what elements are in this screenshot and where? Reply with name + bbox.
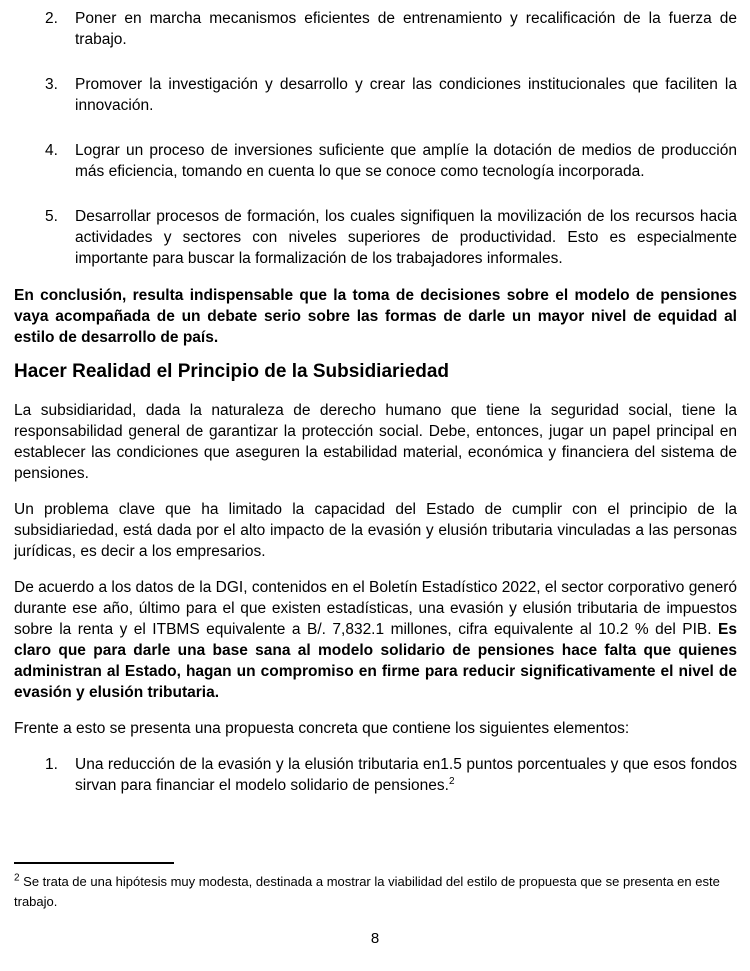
list-item-text: Promover la investigación y desarrollo y crear las condiciones institucionales que faciliten la innovación.	[75, 76, 737, 114]
paragraph-subsidiaridad: La subsidiaridad, dada la naturaleza de derecho humano que tiene la seguridad social, tiene la responsabilidad general de garantizar la protección social. Debe, entonces, jugar un papel principal en establecer las condiciones que aseguren la estabilidad material, económica y financiera del sistema de pensiones.	[14, 402, 737, 482]
page-number: 8	[370, 930, 380, 947]
list-item-text: Poner en marcha mecanismos eficientes de entrenamiento y recalificación de la fuerza de trabajo.	[75, 10, 737, 48]
list-item-1	[45, 754, 737, 796]
list-number: 3.	[45, 76, 58, 93]
list-number: 1.	[45, 756, 58, 773]
paragraph-frente: Frente a esto se presenta una propuesta concreta que contiene los siguientes elementos:	[14, 720, 630, 737]
paragraph-problema: Un problema clave que ha limitado la capacidad del Estado de cumplir con el principio de la subsidiariedad, está dada por el alto impacto de la evasión y elusión tributaria vinculadas a las personas jurídicas, es decir a los empresarios.	[14, 501, 737, 560]
footnote-text: Se trata de una hipótesis muy modesta, destinada a mostrar la viabilidad del estilo de propuesta que se presenta en este trabajo.	[14, 874, 720, 909]
footnote-reference: 2	[448, 775, 455, 787]
paragraph-dgi-normal: De acuerdo a los datos de la DGI, contenidos en el Boletín Estadístico 2022, el sector corporativo generó durante ese año, último para el que existen estadísticas, una evasión y elusión tributaria de impuestos sobre la renta y el ITBMS equivalente a B/. 7,832.1 millones, cifra equivalente al 10.2 % del PIB.	[14, 579, 737, 638]
footnote-marker: 2	[14, 872, 20, 884]
list-item-5	[45, 206, 737, 269]
list-item-4	[45, 140, 737, 182]
footnote-area	[14, 862, 737, 912]
list-item-text: Desarrollar procesos de formación, los cuales signifiquen la movilización de los recursos hacia actividades y sectores con niveles superiores de productividad. Esto es especialmente importante para buscar la formalización de los trabajadores informales.	[75, 208, 737, 267]
list-number: 4.	[45, 142, 58, 159]
paragraph-dgi	[14, 577, 737, 703]
list-item-text: Lograr un proceso de inversiones suficiente que amplíe la dotación de medios de producción más eficiencia, tomando en cuenta lo que se conoce como tecnología incorporada.	[75, 142, 737, 180]
proposal-list	[14, 754, 737, 796]
footnote	[14, 872, 737, 912]
conclusion-paragraph: En conclusión, resulta indispensable que la toma de decisiones sobre el modelo de pensiones vaya acompañada de un debate serio sobre las formas de darle un mayor nivel de equidad al estilo de desarrollo de país.	[14, 287, 737, 346]
list-item-2	[45, 8, 737, 50]
list-number: 5.	[45, 208, 58, 225]
paragraph-dgi-bold: Es claro que para darle una base sana al modelo solidario de pensiones hace falta que quienes administran al Estado, hagan un compromiso en firme para reducir significativamente el nivel de evasión y elusión tributaria.	[14, 621, 737, 701]
list-item-text: Una reducción de la evasión y la elusión tributaria en1.5 puntos porcentuales y que esos fondos sirvan para financiar el modelo solidario de pensiones.$^2$	[75, 756, 737, 794]
list-number: 2.	[45, 10, 58, 27]
section-heading: Hacer Realidad el Principio de la Subsidiariedad	[14, 361, 450, 382]
footnote-separator	[14, 862, 174, 864]
list-item-3	[45, 74, 737, 116]
